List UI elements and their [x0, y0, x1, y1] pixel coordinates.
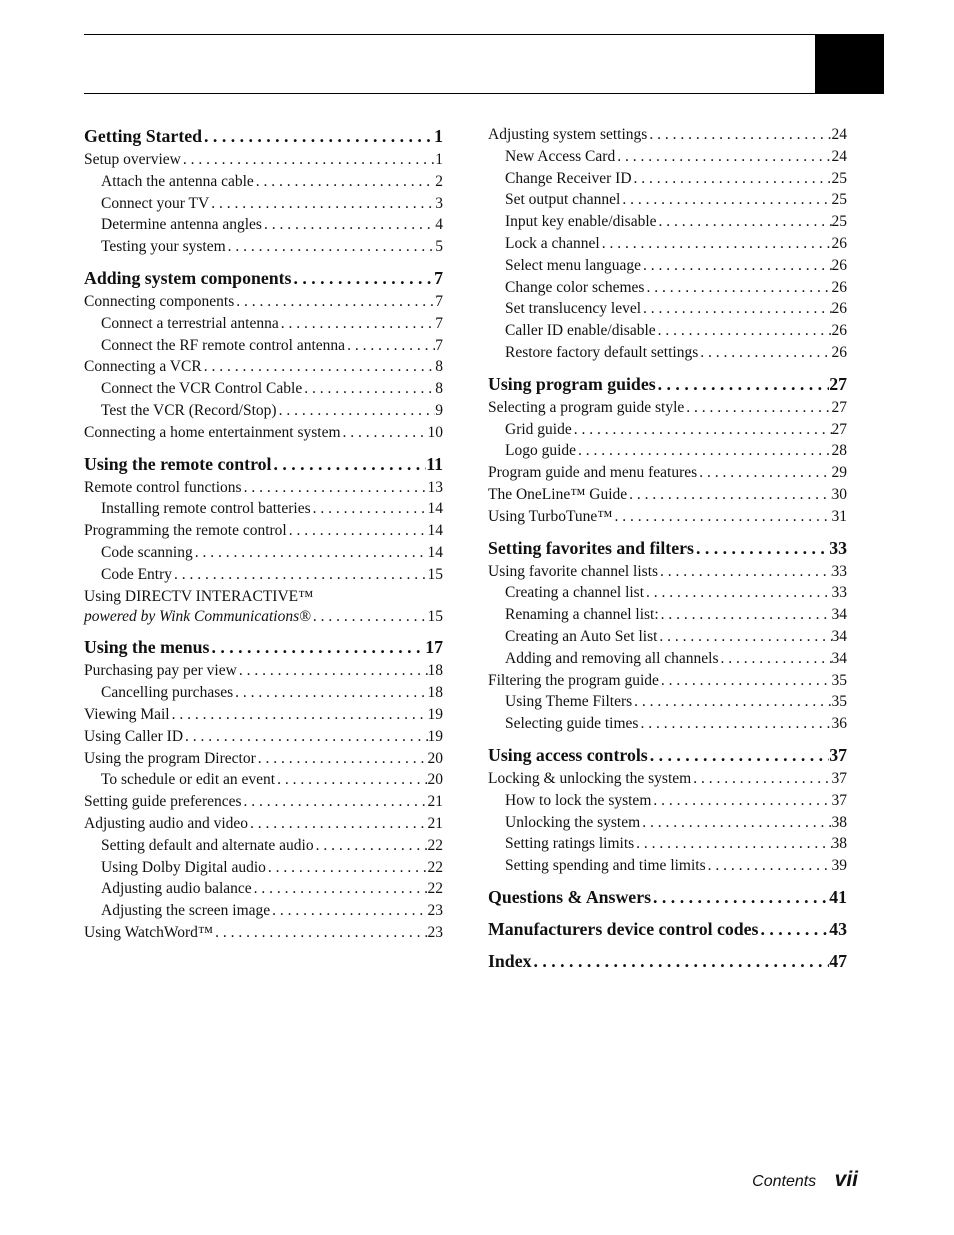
toc-page: 25: [831, 191, 847, 209]
toc-title: How to lock the system: [505, 791, 652, 809]
toc-page: 37: [831, 791, 847, 809]
toc-title: Creating an Auto Set list: [505, 627, 658, 645]
footer-label: Contents: [752, 1173, 817, 1190]
toc-page: 17: [425, 637, 443, 658]
toc-page: 5: [435, 238, 443, 256]
toc-page: 20: [427, 749, 443, 767]
dot-leader: [656, 320, 832, 342]
dot-leader: [719, 648, 832, 670]
dot-leader: [706, 855, 832, 877]
dot-leader: [248, 813, 427, 835]
toc-subentry[interactable]: [84, 878, 443, 900]
toc-section-questions-answers[interactable]: [488, 885, 847, 909]
toc-subentry[interactable]: [488, 604, 847, 626]
toc-page: 27: [831, 398, 847, 416]
toc-title: Using program guides: [488, 373, 656, 394]
dot-leader: [627, 484, 831, 506]
dot-leader: [694, 536, 829, 560]
toc-page: 19: [427, 705, 443, 723]
toc-subentry[interactable]: [488, 582, 847, 604]
toc-title: Attach the antenna cable: [101, 172, 254, 190]
dot-leader: [644, 582, 831, 604]
toc-title: Caller ID enable/disable: [505, 322, 656, 340]
toc-title: Setting default and alternate audio: [101, 836, 314, 854]
toc-title: Adjusting audio and video: [84, 814, 249, 832]
dot-leader: [572, 419, 832, 441]
dot-leader: [287, 520, 428, 542]
toc-title: Adding system components: [84, 267, 292, 288]
dot-leader: [658, 561, 831, 583]
dot-leader: [311, 606, 428, 628]
toc-title: Connect a terrestrial antenna: [101, 314, 279, 332]
toc-title: Connect the VCR Control Cable: [101, 380, 303, 398]
toc-subentry[interactable]: [488, 277, 847, 299]
header-rule: [84, 93, 884, 94]
toc-section-program-guides[interactable]: [488, 372, 847, 396]
toc-subentry[interactable]: [84, 313, 443, 335]
toc-title: Connecting components: [84, 292, 235, 310]
toc-section-favorites-filters[interactable]: [488, 536, 847, 560]
toc-page: 35: [831, 693, 847, 711]
toc-right-column: [488, 124, 847, 974]
toc-subentry[interactable]: [488, 298, 847, 320]
toc-page: 26: [831, 256, 847, 274]
dot-leader: [697, 462, 831, 484]
toc-page: 34: [831, 606, 847, 624]
toc-title: Using favorite channel lists: [488, 562, 659, 580]
toc-entry[interactable]: [488, 561, 847, 583]
toc-entry[interactable]: [84, 748, 443, 770]
toc-page: 11: [426, 453, 443, 474]
top-rule: [84, 34, 884, 35]
dot-leader: [615, 146, 831, 168]
toc-title: Setting spending and time limits: [505, 857, 706, 875]
dot-leader: [640, 812, 831, 834]
toc-title: Setup overview: [84, 151, 181, 168]
dot-leader: [600, 233, 832, 255]
toc-page: 7: [435, 336, 443, 354]
dot-leader: [345, 335, 435, 357]
toc-entry[interactable]: [488, 670, 847, 692]
toc-title: Connect the RF remote control antenna: [101, 336, 346, 354]
toc-title: Using Caller ID: [84, 727, 184, 745]
dot-leader: [341, 422, 428, 444]
toc-page: 9: [435, 401, 443, 419]
toc-page: 25: [831, 213, 847, 231]
toc-page: 47: [829, 950, 847, 971]
toc-entry[interactable]: [84, 422, 443, 444]
dot-leader: [632, 168, 832, 190]
dot-leader: [314, 835, 428, 857]
toc-subentry[interactable]: [488, 419, 847, 441]
toc-title: Restore factory default settings: [505, 343, 699, 361]
toc-section-access-controls[interactable]: [488, 743, 847, 767]
toc-page: 14: [427, 522, 443, 540]
toc-page: 3: [435, 194, 443, 212]
toc-section-device-codes[interactable]: [488, 917, 847, 941]
toc-subentry[interactable]: [488, 233, 847, 255]
toc-title: Viewing Mail: [84, 705, 170, 723]
toc-page: 26: [831, 278, 847, 296]
dot-leader: [254, 171, 435, 193]
toc-entry[interactable]: [84, 477, 443, 499]
toc-subentry[interactable]: [488, 255, 847, 277]
toc-subentry[interactable]: [84, 857, 443, 879]
dot-leader: [233, 682, 427, 704]
toc-subentry[interactable]: [488, 855, 847, 877]
dot-leader: [275, 769, 427, 791]
dot-leader: [758, 917, 829, 941]
toc-title: Program guide and menu features: [488, 464, 698, 482]
dot-leader: [277, 400, 436, 422]
dot-leader: [641, 298, 831, 320]
toc-page: 4: [435, 216, 443, 234]
toc-title: Selecting a program guide style: [488, 398, 685, 416]
toc-subentry[interactable]: [84, 214, 443, 236]
toc-entry[interactable]: [488, 124, 847, 146]
toc-entry-directv-interactive[interactable]: [84, 586, 443, 628]
toc-title: Connect your TV: [101, 194, 210, 212]
toc-entry[interactable]: [488, 397, 847, 419]
dot-leader: [634, 833, 831, 855]
toc-subentry[interactable]: [488, 189, 847, 211]
toc-page: 27: [831, 420, 847, 438]
toc-title: Locking & unlocking the system: [488, 769, 692, 787]
toc-title: Using Theme Filters: [505, 693, 633, 711]
toc-page: 26: [831, 343, 847, 361]
toc-page: 38: [831, 835, 847, 853]
toc-title: Adjusting the screen image: [101, 902, 271, 920]
toc-title: Change color schemes: [505, 278, 645, 296]
toc-page: 23: [427, 902, 443, 920]
toc-subentry[interactable]: [488, 790, 847, 812]
dot-leader: [576, 440, 831, 462]
dot-leader: [252, 878, 428, 900]
toc-subentry[interactable]: [84, 378, 443, 400]
dot-leader: [659, 604, 832, 626]
toc-title: Connecting a home entertainment system: [84, 423, 341, 441]
toc-title: Index: [488, 950, 532, 971]
dot-leader: [209, 193, 435, 215]
dot-leader: [657, 211, 832, 233]
chapter-tab: [815, 34, 884, 94]
dot-leader: [698, 342, 831, 364]
toc-page: 19: [427, 727, 443, 745]
toc-title: Setting favorites and filters: [488, 537, 694, 558]
dot-leader: [170, 704, 428, 726]
toc-title: Code Entry: [101, 565, 173, 583]
toc-title: Adding and removing all channels: [505, 649, 719, 667]
toc-title: Connecting a VCR: [84, 358, 202, 376]
toc-subentry[interactable]: [84, 335, 443, 357]
toc-entry[interactable]: [84, 726, 443, 748]
toc-title: Using TurboTune™: [488, 507, 613, 525]
toc-title: Using the program Director: [84, 749, 256, 767]
toc-title: Grid guide: [505, 420, 572, 438]
dot-leader: [659, 670, 832, 692]
toc-title: Change Receiver ID: [505, 169, 632, 187]
toc-page: 29: [831, 464, 847, 482]
dot-leader: [279, 313, 436, 335]
toc-section-adding-components[interactable]: [84, 266, 443, 290]
toc-entry[interactable]: [84, 356, 443, 378]
dot-leader: [202, 124, 434, 148]
toc-subentry[interactable]: [84, 835, 443, 857]
toc-title: Determine antenna angles: [101, 216, 262, 234]
dot-leader: [234, 291, 435, 313]
dot-leader: [291, 266, 434, 290]
toc-title: Set translucency level: [505, 300, 642, 318]
toc-page: 34: [831, 627, 847, 645]
toc-left-column: [84, 124, 443, 944]
toc-page: 37: [829, 744, 847, 765]
dot-leader: [684, 397, 831, 419]
dot-leader: [270, 900, 427, 922]
toc-title: Code scanning: [101, 543, 193, 561]
dot-leader: [237, 660, 428, 682]
toc-page: 14: [427, 500, 443, 518]
toc-subentry[interactable]: [488, 812, 847, 834]
dot-leader: [242, 477, 428, 499]
dot-leader: [651, 790, 831, 812]
toc-page: 34: [831, 649, 847, 667]
toc-title: Input key enable/disable: [505, 213, 657, 231]
toc-subtitle: powered by Wink Communications®: [84, 607, 311, 625]
toc-subentry[interactable]: [84, 193, 443, 215]
toc-subentry[interactable]: [84, 542, 443, 564]
dot-leader: [266, 857, 428, 879]
dot-leader: [656, 372, 830, 396]
toc-title: Using DIRECTV INTERACTIVE™: [84, 587, 314, 605]
toc-page: 33: [829, 537, 847, 558]
toc-page: 15: [427, 607, 443, 625]
toc-entry[interactable]: [488, 768, 847, 790]
toc-page: 18: [427, 662, 443, 680]
toc-title: Adjusting audio balance: [101, 880, 252, 898]
toc-entry[interactable]: [488, 484, 847, 506]
dot-leader: [242, 791, 428, 813]
toc-subentry[interactable]: [488, 320, 847, 342]
toc-title: Setting guide preferences: [84, 793, 242, 811]
toc-entry[interactable]: [84, 813, 443, 835]
toc-page: 26: [831, 234, 847, 252]
toc-page: 39: [831, 857, 847, 875]
page-footer: [752, 1168, 858, 1192]
toc-title: Using WatchWord™: [84, 923, 214, 941]
toc-page: 1: [434, 126, 443, 146]
toc-page: 10: [427, 423, 443, 441]
toc-entry[interactable]: [84, 791, 443, 813]
dot-leader: [213, 922, 427, 944]
toc-entry[interactable]: [84, 922, 443, 944]
toc-page: 22: [427, 880, 443, 898]
toc-title: Creating a channel list: [505, 584, 645, 602]
toc-title: Cancelling purchases: [101, 684, 234, 702]
toc-title: The OneLine™ Guide: [488, 485, 628, 503]
toc-page: 25: [831, 169, 847, 187]
toc-title: Setting ratings limits: [505, 835, 635, 853]
toc-page: 30: [831, 485, 847, 503]
toc-title: Renaming a channel list:: [505, 606, 659, 624]
toc-subentry[interactable]: [488, 626, 847, 648]
toc-page: 31: [831, 507, 847, 525]
toc-title: Using the remote control: [84, 453, 272, 474]
toc-title: Select menu language: [505, 256, 642, 274]
toc-entry[interactable]: [488, 462, 847, 484]
toc-subentry[interactable]: [84, 171, 443, 193]
toc-title: Purchasing pay per view: [84, 662, 237, 680]
toc-title: New Access Card: [505, 147, 616, 165]
dot-leader: [302, 378, 435, 400]
toc-section-using-menus[interactable]: [84, 635, 443, 659]
toc-title: Filtering the program guide: [488, 671, 659, 689]
toc-page: 36: [831, 715, 847, 733]
toc-entry[interactable]: [84, 704, 443, 726]
toc-title: Using Dolby Digital audio: [101, 858, 266, 876]
dot-leader: [620, 189, 831, 211]
toc-page: 21: [427, 793, 443, 811]
toc-page: 26: [831, 322, 847, 340]
toc-page: 14: [427, 543, 443, 561]
toc-page: 24: [831, 126, 847, 143]
toc-subentry[interactable]: [84, 236, 443, 258]
toc-page: 20: [427, 771, 443, 789]
dot-leader: [256, 748, 428, 770]
toc-title: Unlocking the system: [505, 813, 641, 831]
toc-title: Testing your system: [101, 238, 226, 256]
toc-page: 41: [829, 886, 847, 907]
toc-page: 8: [435, 380, 443, 398]
toc-title: To schedule or edit an event: [101, 771, 276, 789]
toc-page: 33: [831, 562, 847, 580]
toc-title: Lock a channel: [505, 234, 600, 252]
dot-leader: [531, 949, 829, 973]
toc-title: Set output channel: [505, 191, 621, 209]
toc-entry[interactable]: [84, 660, 443, 682]
toc-page: 22: [427, 858, 443, 876]
toc-subentry[interactable]: [84, 400, 443, 422]
dot-leader: [641, 255, 831, 277]
toc-subentry[interactable]: [84, 769, 443, 791]
dot-leader: [651, 885, 829, 909]
toc-subentry[interactable]: [84, 900, 443, 922]
toc-title: Programming the remote control: [84, 522, 287, 540]
dot-leader: [202, 356, 436, 378]
toc-title: Manufacturers device control codes: [488, 918, 759, 939]
toc-subentry[interactable]: [488, 168, 847, 190]
dot-leader: [638, 713, 831, 735]
dot-leader: [172, 564, 427, 586]
toc-entry[interactable]: [84, 149, 443, 171]
toc-page: 38: [831, 813, 847, 831]
toc-subentry[interactable]: [488, 833, 847, 855]
toc-subentry[interactable]: [488, 691, 847, 713]
toc-page: 7: [435, 314, 443, 332]
toc-title: Selecting guide times: [505, 715, 639, 733]
toc-page: 8: [435, 358, 443, 376]
toc-subentry[interactable]: [84, 498, 443, 520]
toc-title: Test the VCR (Record/Stop): [101, 401, 277, 419]
toc-title: Getting Started: [84, 126, 203, 146]
dot-leader: [632, 691, 831, 713]
toc-title: Installing remote control batteries: [101, 500, 311, 518]
dot-leader: [262, 214, 435, 236]
toc-page: 43: [829, 918, 847, 939]
dot-leader: [226, 236, 436, 258]
toc-subentry[interactable]: [488, 713, 847, 735]
toc-page: 28: [831, 442, 847, 460]
toc-subentry[interactable]: [488, 648, 847, 670]
toc-entry[interactable]: [488, 506, 847, 528]
toc-subentry[interactable]: [488, 146, 847, 168]
toc-title: Questions & Answers: [488, 886, 652, 907]
dot-leader: [181, 149, 435, 171]
toc-section-getting-started[interactable]: [84, 124, 443, 148]
toc-page: 7: [435, 292, 443, 310]
dot-leader: [648, 743, 830, 767]
toc-title: Using the menus: [84, 637, 210, 658]
dot-leader: [272, 452, 427, 476]
toc-title: Using access controls: [488, 744, 648, 765]
toc-title: Logo guide: [505, 442, 577, 460]
toc-title: Remote control functions: [84, 478, 242, 496]
toc-page: 23: [427, 923, 443, 941]
toc-page: 24: [831, 147, 847, 165]
toc-page: 27: [829, 373, 847, 394]
toc-subentry[interactable]: [488, 342, 847, 364]
dot-leader: [644, 277, 831, 299]
toc-page: 35: [831, 671, 847, 689]
toc-page: 33: [831, 584, 847, 602]
toc-subentry[interactable]: [488, 440, 847, 462]
toc-subentry[interactable]: [84, 682, 443, 704]
toc-subentry[interactable]: [488, 211, 847, 233]
toc-section-index[interactable]: [488, 949, 847, 973]
dot-leader: [183, 726, 427, 748]
toc-page: 15: [427, 565, 443, 583]
dot-leader: [657, 626, 831, 648]
toc-entry[interactable]: [84, 291, 443, 313]
toc-page: 2: [435, 172, 443, 190]
dot-leader: [691, 768, 831, 790]
toc-page: 18: [427, 684, 443, 702]
toc-title: Adjusting system settings: [488, 126, 648, 143]
dot-leader: [193, 542, 428, 564]
dot-leader: [647, 124, 831, 146]
toc-page: 22: [427, 836, 443, 854]
toc-page: 7: [434, 267, 443, 288]
toc-entry[interactable]: [84, 520, 443, 542]
page-number: vii: [834, 1168, 858, 1191]
toc-subentry[interactable]: [84, 564, 443, 586]
dot-leader: [311, 498, 428, 520]
toc-section-using-remote[interactable]: [84, 452, 443, 476]
dot-leader: [209, 635, 425, 659]
toc-page: 26: [831, 300, 847, 318]
dot-leader: [612, 506, 831, 528]
toc-line: [84, 606, 443, 628]
toc-page: 1: [435, 151, 443, 168]
toc-page: 21: [427, 814, 443, 832]
toc-page: 37: [831, 769, 847, 787]
toc-page: 13: [427, 478, 443, 496]
